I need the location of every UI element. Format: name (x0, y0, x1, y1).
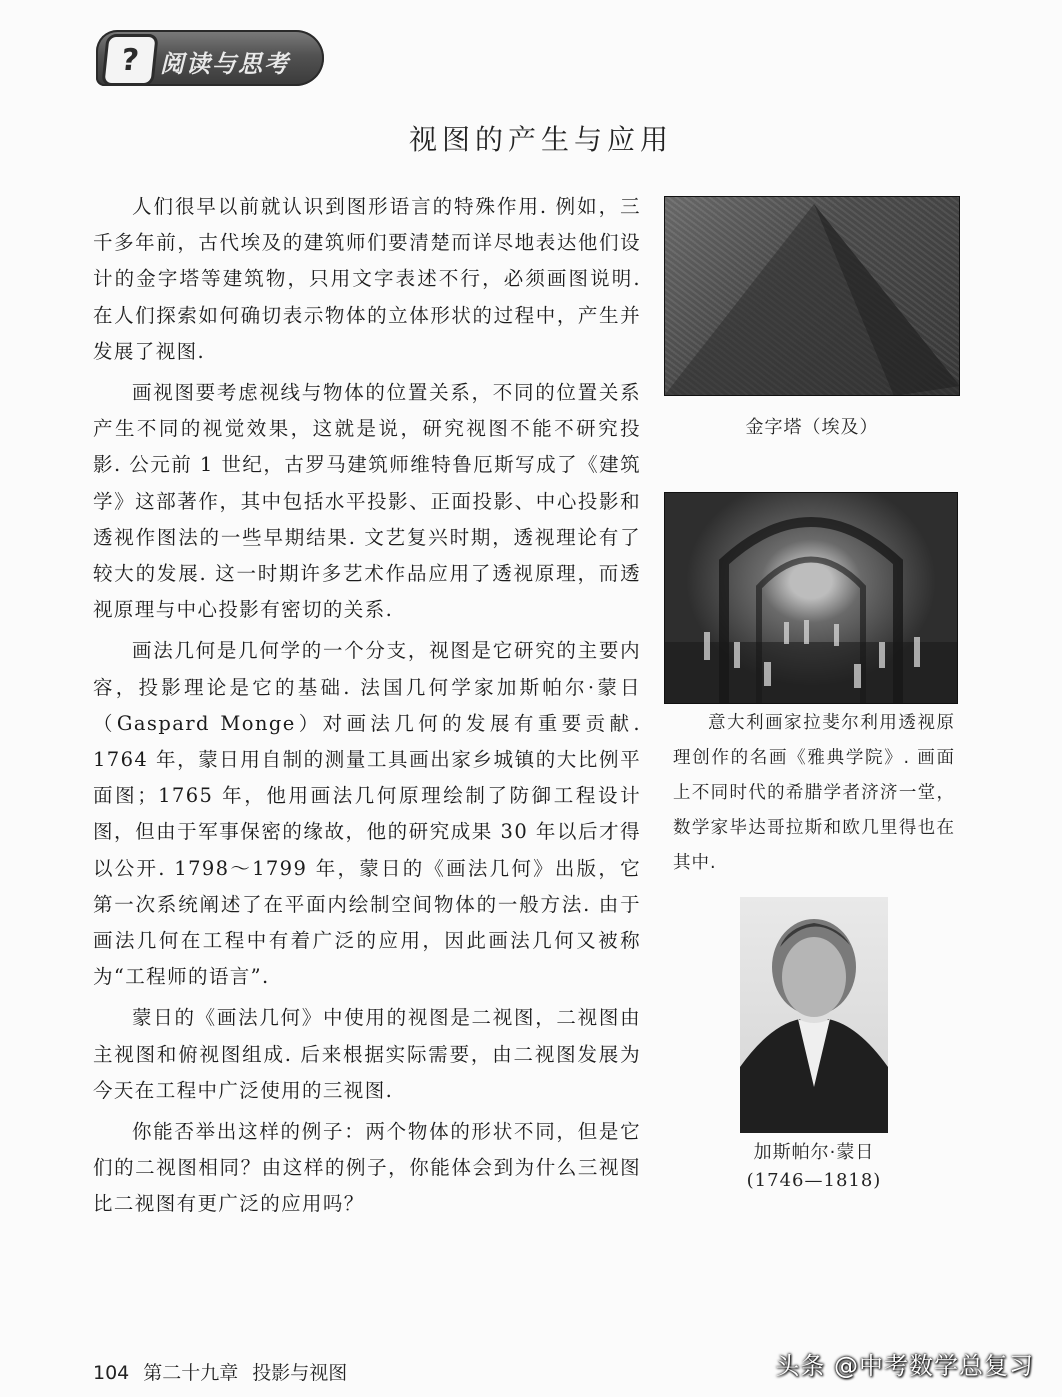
page-title: 视图的产生与应用 (408, 123, 673, 156)
school-of-athens-caption: 意大利画家拉斐尔利用透视原理创作的名画《雅典学院》. 画面上不同时代的希腊学者济济一堂，数学家毕达哥拉斯和欧几里得也在其中. (673, 713, 955, 873)
pyramid-caption: 金字塔（埃及） (745, 417, 879, 438)
pyramid-photo (664, 196, 960, 396)
monge-name: 加斯帕尔·蒙日 (753, 1142, 875, 1163)
paragraph: 蒙日的《画法几何》中使用的视图是二视图，二视图由主视图和俯视图组成. 后来根据实际需要，由二视图发展为今天在工程中广泛使用的三视图. (93, 1006, 641, 1102)
paragraph: 你能否举出这样的例子：两个物体的形状不同，但是它们的二视图相同？由这样的例子，你能体会到为什么三视图比二视图有更广泛的应用吗？ (93, 1120, 641, 1216)
school-of-athens-painting (664, 492, 958, 704)
paragraph: 画法几何是几何学的一个分支，视图是它研究的主要内容，投影理论是它的基础. 法国几何学家加斯帕尔·蒙日（Gaspard Monge）对画法几何的发展有重要贡献. 1764 年，蒙日用自制的测量工具画出家乡城镇的大比例平面图；1765 年，他用画法几何原理绘制了防御工程设计图，但由于军事保密的缘故，他的研究成果 30 年以后才得以公开. 1798～1799 年，蒙日的《画法几何》出版，它第一次系统阐述了在平面内绘制空间物体的一般方法. 由于画法几何在工程中有着广泛的应用，因此画法几何又被称为“工程师的语言”. (93, 639, 641, 989)
chapter-number: 第二十九章 (143, 1362, 239, 1384)
section-label: 阅读与思考 (160, 50, 290, 78)
page-number: 104 (93, 1362, 130, 1384)
paragraph: 人们很早以前就认识到图形语言的特殊作用. 例如，三千多年前，古代埃及的建筑师们要清楚而详尽地表达他们设计的金字塔等建筑物，只用文字表述不行，必须画图说明. 在人们探索如何确切表示物体的立体形状的过程中，产生并发展了视图. (93, 195, 641, 363)
monge-portrait (740, 897, 888, 1133)
watermark: 头条 @中考数学总复习 (775, 1352, 1034, 1380)
article-body (93, 189, 641, 1223)
page-footer (93, 1358, 361, 1385)
question-mark-icon: ? (101, 34, 158, 86)
chapter-title: 投影与视图 (252, 1362, 348, 1384)
paragraph: 画视图要考虑视线与物体的位置关系，不同的位置关系产生不同的视觉效果，这就是说，研究视图不能不研究投影. 公元前 1 世纪，古罗马建筑师维特鲁厄斯写成了《建筑学》这部著作，其中包括水平投影、正面投影、中心投影和透视作图法的一些早期结果. 文艺复兴时期，透视理论有了较大的发展. 这一时期许多艺术作品应用了透视原理，而透视原理与中心投影有密切的关系. (93, 381, 641, 622)
monge-years: (1746—1818) (746, 1170, 882, 1191)
